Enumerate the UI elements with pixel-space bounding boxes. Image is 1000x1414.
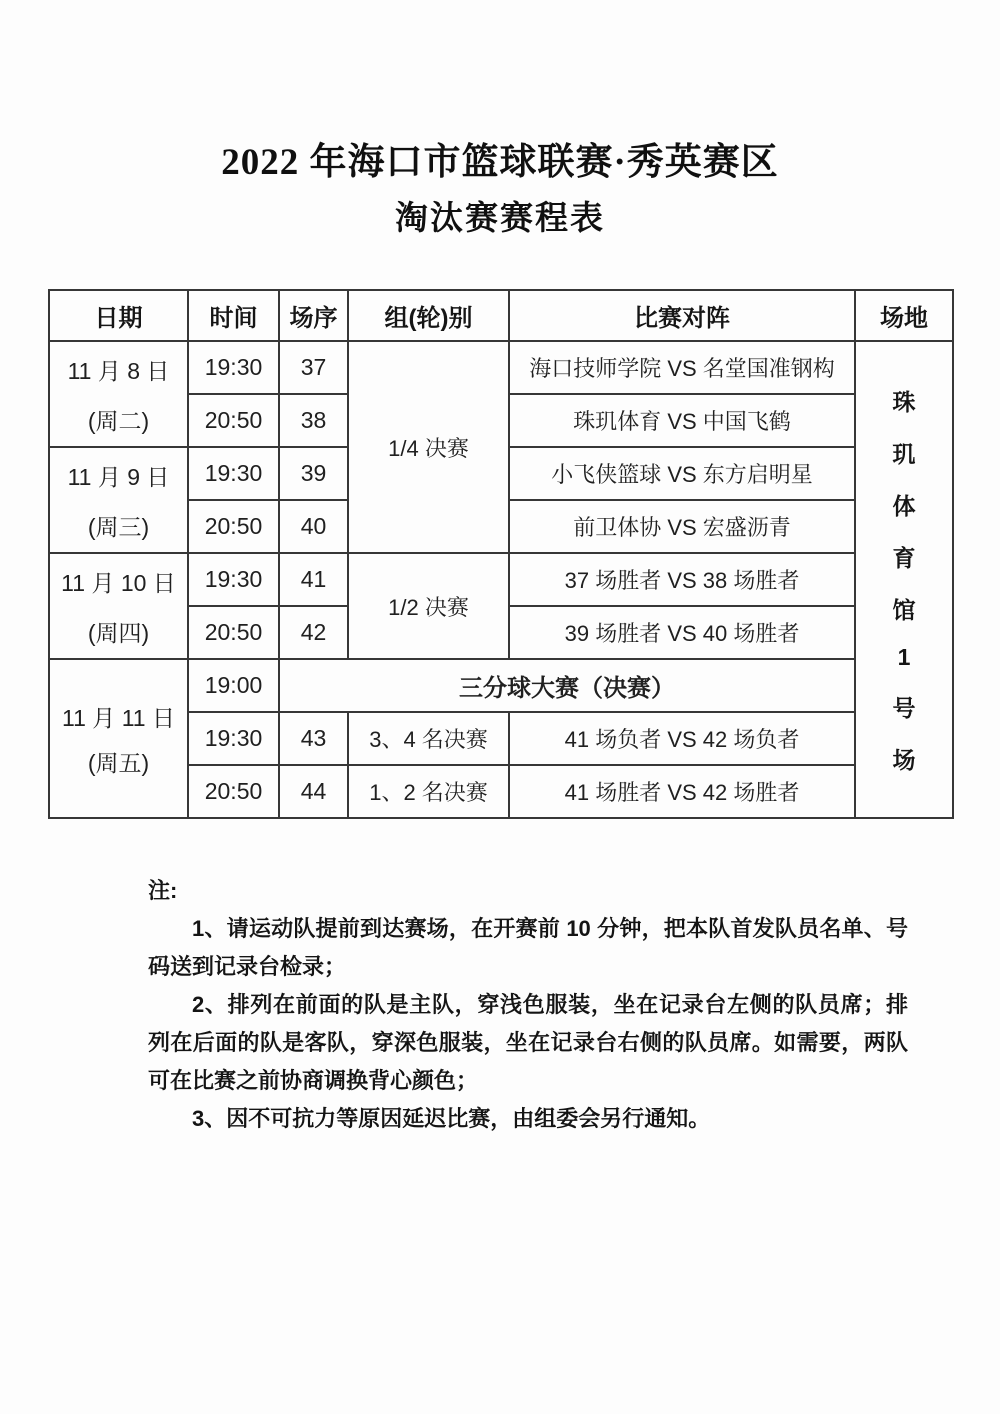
- notes-section: [148, 872, 908, 1138]
- date-cell-nov11: [49, 659, 188, 818]
- note-item-1: 1、请运动队提前到达赛场，在开赛前 10 分钟，把本队首发队员名单、号码送到记录台检录；: [148, 916, 908, 979]
- note-item-3: 3、因不可抗力等原因延迟比赛，由组委会另行通知。: [192, 1106, 711, 1131]
- time-cell: 19:00: [188, 659, 279, 712]
- weekday-text: (周二): [87, 407, 150, 434]
- venue-char: 馆: [892, 597, 916, 623]
- col-header-venue: 场地: [855, 290, 953, 341]
- time-cell: 20:50: [188, 606, 279, 659]
- col-header-matchup: 比赛对阵: [509, 290, 855, 341]
- table-header-row: [49, 290, 953, 341]
- weekday-text: (周四): [87, 619, 150, 646]
- game-no-cell: 41: [279, 553, 348, 606]
- game-no-cell: 42: [279, 606, 348, 659]
- matchup-cell: 前卫体协 VS 宏盛沥青: [509, 500, 855, 553]
- round-cell-quarterfinal: 1/4 决赛: [348, 341, 509, 553]
- venue-char: 号: [892, 695, 916, 721]
- venue-char: 场: [892, 747, 916, 773]
- time-cell: 20:50: [188, 500, 279, 553]
- venue-cell: [855, 341, 953, 818]
- three-point-contest-cell: 三分球大赛（决赛）: [279, 659, 855, 712]
- game-no-cell: 44: [279, 765, 348, 818]
- document-subtitle: 淘汰赛赛程表: [395, 201, 605, 237]
- game-no-cell: 43: [279, 712, 348, 765]
- time-cell: 20:50: [188, 765, 279, 818]
- matchup-cell: 37 场胜者 VS 38 场胜者: [509, 553, 855, 606]
- round-cell-final: 1、2 名决赛: [348, 765, 509, 818]
- col-header-date: 日期: [49, 290, 188, 341]
- venue-vertical-label: [856, 384, 952, 775]
- table-row: [49, 341, 953, 394]
- round-cell-third-place: 3、4 名决赛: [348, 712, 509, 765]
- game-no-cell: 37: [279, 341, 348, 394]
- matchup-cell: 39 场胜者 VS 40 场胜者: [509, 606, 855, 659]
- time-cell: 19:30: [188, 712, 279, 765]
- venue-char: 育: [892, 545, 916, 571]
- matchup-cell: 珠玑体育 VS 中国飞鹤: [509, 394, 855, 447]
- date-text: 11 月 8 日: [67, 357, 170, 384]
- date-cell-nov8: [49, 341, 188, 447]
- date-cell-nov10: [49, 553, 188, 659]
- game-no-cell: 39: [279, 447, 348, 500]
- venue-char: 玑: [892, 441, 916, 467]
- col-header-round: 组(轮)别: [348, 290, 509, 341]
- matchup-cell: 41 场负者 VS 42 场负者: [509, 712, 855, 765]
- venue-char: 体: [892, 493, 916, 519]
- table-row: [49, 659, 953, 712]
- time-cell: 19:30: [188, 447, 279, 500]
- table-row: [49, 553, 953, 606]
- note-item-2: 2、排列在前面的队是主队，穿浅色服装，坐在记录台左侧的队员席；排列在后面的队是客队，穿深色服装，坐在记录台右侧的队员席。如需要，两队可在比赛之前协商调换背心颜色；: [148, 992, 908, 1093]
- col-header-time: 时间: [188, 290, 279, 341]
- matchup-cell: 海口技师学院 VS 名堂国准钢构: [509, 341, 855, 394]
- game-no-cell: 40: [279, 500, 348, 553]
- weekday-text: (周三): [87, 513, 150, 540]
- time-cell: 20:50: [188, 394, 279, 447]
- date-text: 11 月 11 日: [62, 704, 175, 731]
- venue-char: 珠: [892, 389, 916, 415]
- time-cell: 19:30: [188, 341, 279, 394]
- weekday-text: (周五): [87, 749, 150, 776]
- date-text: 11 月 10 日: [61, 569, 176, 596]
- round-cell-semifinal: 1/2 决赛: [348, 553, 509, 659]
- schedule-table: [48, 289, 954, 819]
- matchup-cell: 小飞侠篮球 VS 东方启明星: [509, 447, 855, 500]
- notes-label: 注:: [148, 878, 178, 903]
- matchup-cell: 41 场胜者 VS 42 场胜者: [509, 765, 855, 818]
- game-no-cell: 38: [279, 394, 348, 447]
- time-cell: 19:30: [188, 553, 279, 606]
- document-title: 2022 年海口市篮球联赛·秀英赛区: [221, 142, 779, 183]
- date-text: 11 月 9 日: [67, 463, 170, 490]
- date-cell-nov9: [49, 447, 188, 553]
- col-header-game-no: 场序: [279, 290, 348, 341]
- venue-char: 1: [897, 644, 911, 670]
